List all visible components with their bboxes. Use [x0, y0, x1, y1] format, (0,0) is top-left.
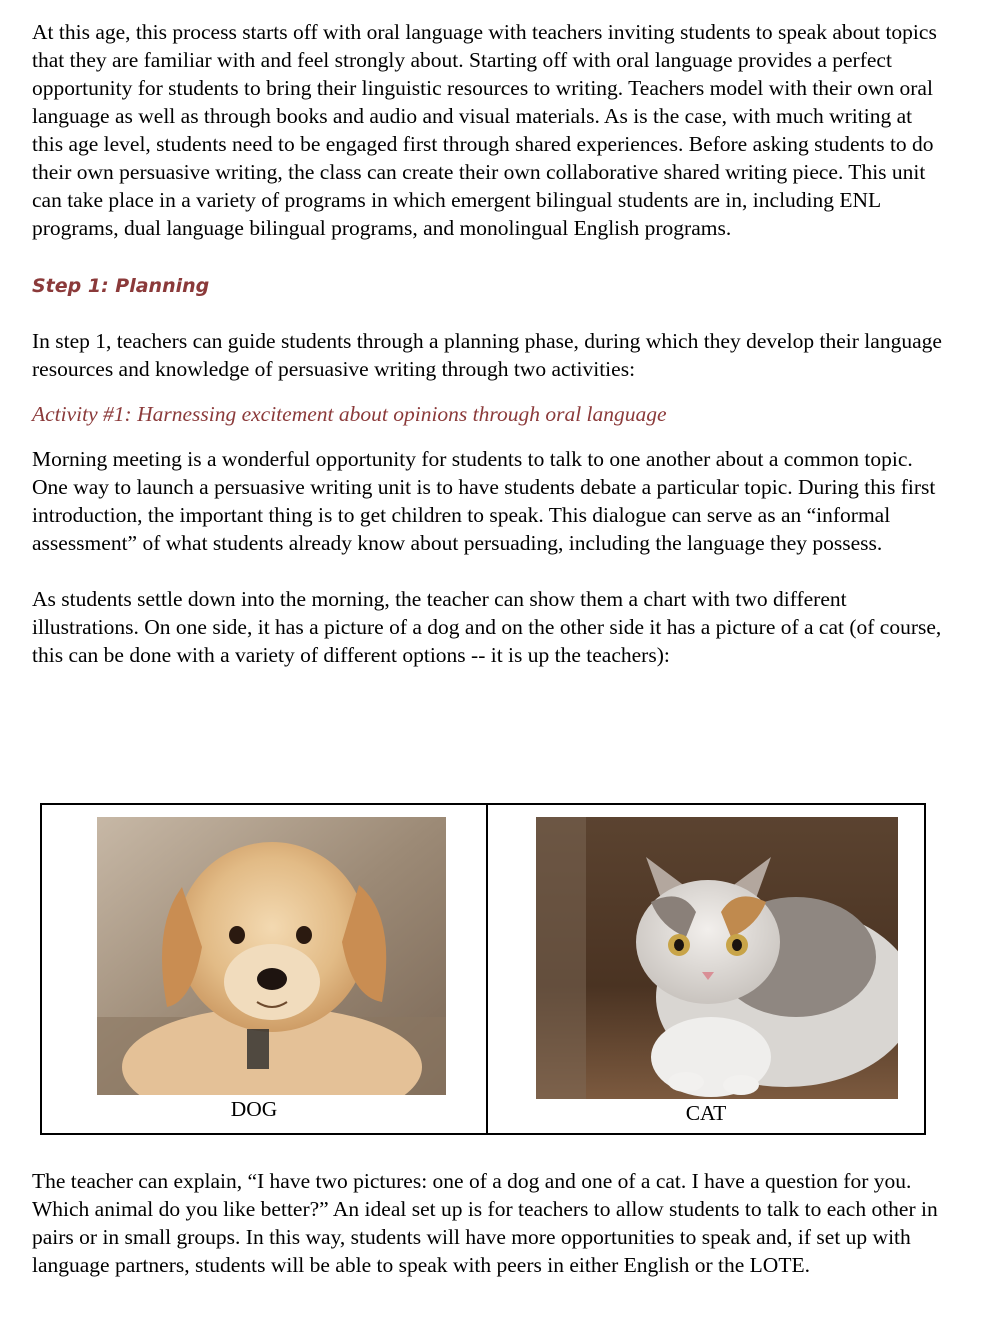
cat-cell — [488, 805, 924, 1133]
step-1-heading: Step 1: Planning — [32, 275, 210, 297]
morning-meeting-paragraph: Morning meeting is a wonderful opportunity for students to talk to one another about a common topic. One way to launch a persuasive writing unit is to have students debate a particular topic. During this first introduction, the important thing is to get children to speak. This dialogue can serve as an “informal assessment” of what students already know about persuading, including the language they possess. — [32, 447, 936, 555]
cat-photo — [536, 817, 898, 1099]
intro-paragraph: At this age, this process starts off with oral language with teachers inviting students to speak about topics that they are familiar with and feel strongly about. Starting off with oral language provides a perfect opportunity for students to bring their linguistic resources to writing. Teachers model with their own oral language as well as through books and audio and visual materials. As is the case, with much writing at this age level, students need to be engaged first through shared experiences. Before asking students to do their own persuasive writing, the class can create their own collaborative shared writing piece. This unit can take place in a variety of programs in which emergent bilingual students are in, including ENL programs, dual language bilingual programs, and monolingual English programs. — [32, 20, 937, 240]
dog-cat-chart — [40, 803, 926, 1135]
activity-1-heading: Activity #1: Harnessing excitement about opinions through oral language — [32, 402, 667, 426]
chart-intro-paragraph: As students settle down into the morning, the teacher can show them a chart with two different illustrations. On one side, it has a picture of a dog and on the other side it has a picture of a cat (of course, this can be done with a variety of different options -- it is up the teachers): — [32, 587, 942, 667]
step-1-intro-paragraph: In step 1, teachers can guide students through a planning phase, during which they develop their language resources and knowledge of persuasive writing through two activities: — [32, 329, 942, 381]
dog-caption: DOG — [230, 1097, 278, 1121]
dog-photo — [97, 817, 446, 1095]
teacher-question-paragraph: The teacher can explain, “I have two pictures: one of a dog and one of a cat. I have a question for you. Which animal do you like better?” An ideal set up is for teachers to allow students to talk to each other in pairs or in small groups. In this way, students will have more opportunities to speak and, if set up with language partners, students will be able to speak with peers in either English or the LOTE. — [32, 1169, 938, 1277]
cat-caption: CAT — [685, 1101, 727, 1125]
dog-cell — [42, 805, 488, 1133]
document-body — [32, 18, 947, 701]
